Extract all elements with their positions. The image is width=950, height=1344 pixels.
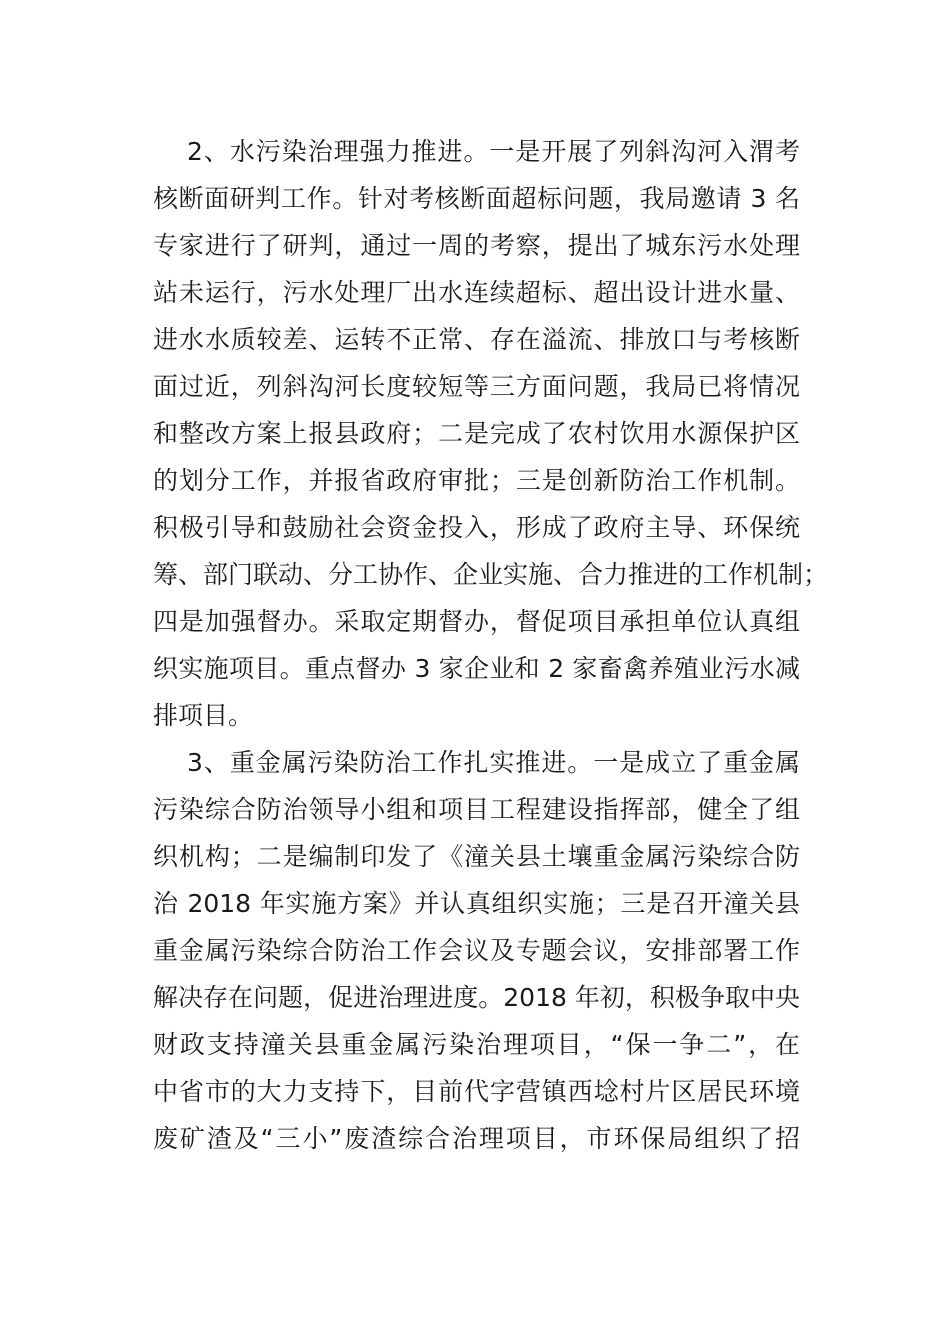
paragraph-line: 解决存在问题，促进治理进度。2018 年初，积极争取中央	[153, 983, 800, 1012]
paragraph-line: 进水水质较差、运转不正常、存在溢流、排放口与考核断	[153, 325, 800, 354]
paragraph-line: 重金属污染综合防治工作会议及专题会议，安排部署工作	[153, 936, 800, 965]
paragraph-line: 四是加强督办。采取定期督办，督促项目承担单位认真组	[153, 607, 800, 636]
paragraph-line: 和整改方案上报县政府；二是完成了农村饮用水源保护区	[153, 419, 800, 448]
paragraph-line: 核断面研判工作。针对考核断面超标问题，我局邀请 3 名	[153, 184, 800, 213]
document-body	[153, 128, 829, 1162]
paragraph-line: 废矿渣及“三小”废渣综合治理项目，市环保局组织了招	[153, 1124, 800, 1153]
paragraph-line: 中省市的大力支持下，目前代字营镇西埝村片区居民环境	[153, 1077, 800, 1106]
paragraph-line: 排项目。	[153, 701, 254, 730]
paragraph-line: 面过近，列斜沟河长度较短等三方面问题，我局已将情况	[153, 372, 800, 401]
paragraph-line: 织实施项目。重点督办 3 家企业和 2 家畜禽养殖业污水减	[153, 654, 800, 683]
paragraph-line: 积极引导和鼓励社会资金投入，形成了政府主导、环保统	[153, 513, 800, 542]
paragraph-line: 站未运行，污水处理厂出水连续超标、超出设计进水量、	[153, 278, 800, 307]
paragraph-line: 3、重金属污染防治工作扎实推进。一是成立了重金属	[187, 748, 800, 777]
paragraph-line: 污染综合防治领导小组和项目工程建设指挥部，健全了组	[153, 795, 800, 824]
paragraph-line: 财政支持潼关县重金属污染治理项目，“保一争二”，在	[153, 1030, 800, 1059]
paragraph-line: 治 2018 年实施方案》并认真组织实施；三是召开潼关县	[153, 889, 800, 918]
paragraph-line: 筹、部门联动、分工协作、企业实施、合力推进的工作机制；	[153, 560, 829, 589]
paragraph-line: 织机构；二是编制印发了《潼关县土壤重金属污染综合防	[153, 842, 800, 871]
paragraph-heavy-metal-pollution	[153, 739, 800, 1162]
paragraph-water-pollution	[153, 128, 829, 739]
paragraph-line: 专家进行了研判，通过一周的考察，提出了城东污水处理	[153, 231, 800, 260]
paragraph-line: 的划分工作，并报省政府审批；三是创新防治工作机制。	[153, 466, 800, 495]
paragraph-line: 2、水污染治理强力推进。一是开展了列斜沟河入渭考	[187, 137, 800, 166]
